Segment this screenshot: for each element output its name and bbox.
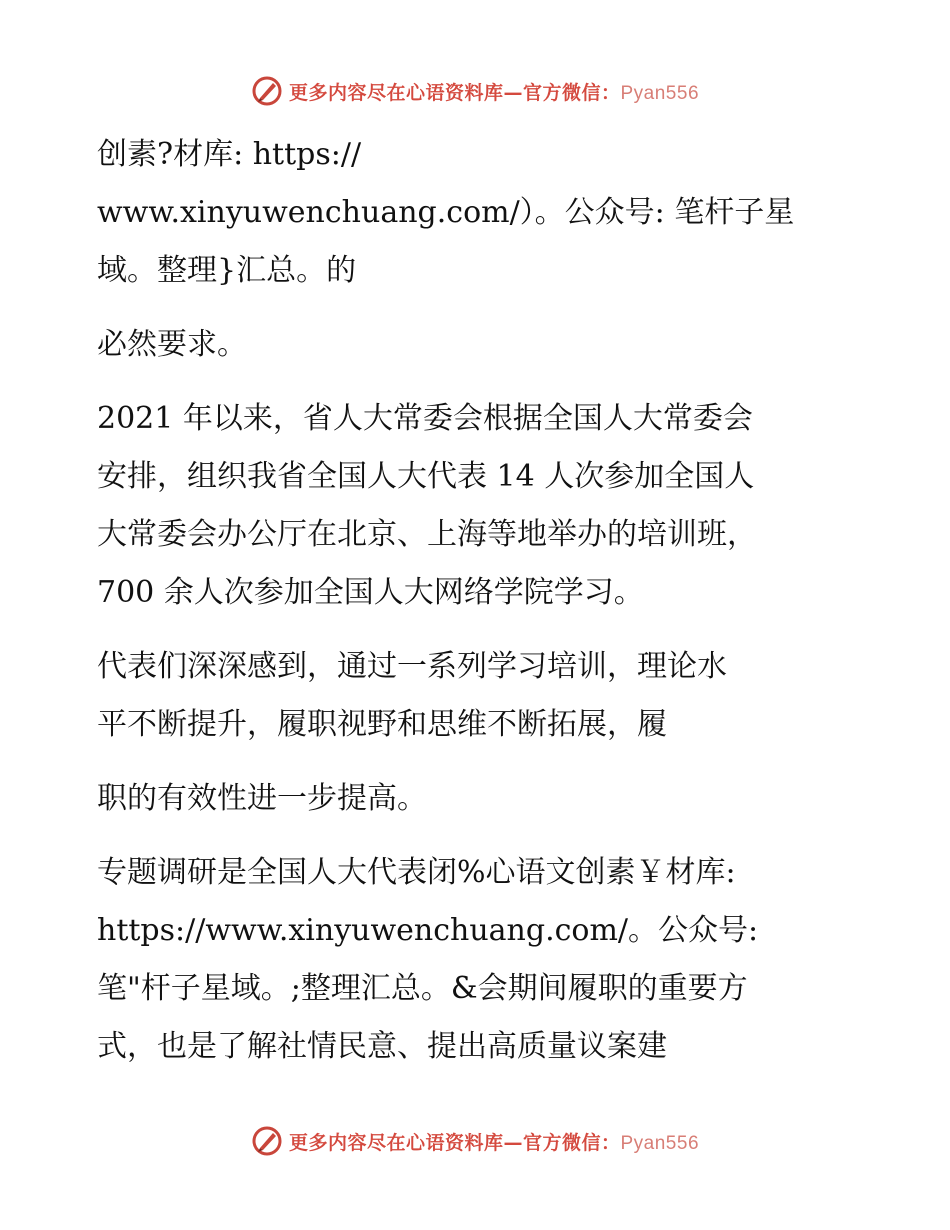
text-line: 域。整理}汇总。的	[97, 253, 357, 288]
document-body	[97, 126, 877, 1076]
paragraph	[97, 316, 877, 374]
watermark-text: 更多内容尽在心语资料库—官方微信：Pyan556	[288, 81, 700, 104]
paragraph	[97, 126, 877, 300]
watermark-text: 更多内容尽在心语资料库—官方微信：Pyan556	[288, 1131, 700, 1154]
text-line: 创素?材库: https://	[97, 137, 362, 172]
text-line: 职的有效性进一步提高。	[97, 781, 427, 816]
footer-watermark-banner	[0, 1121, 950, 1161]
text-line: 大常委会办公厅在北京、上海等地举办的培训班，	[97, 517, 757, 552]
paragraph	[97, 770, 877, 828]
paragraph	[97, 638, 877, 754]
text-line: 安排，组织我省全国人大代表 14 人次参加全国人	[97, 459, 755, 494]
paragraph	[97, 844, 877, 1076]
pen-logo-icon	[251, 75, 283, 107]
text-line: https://www.xinyuwenchuang.com/。公众号:	[97, 913, 759, 948]
text-line: 笔"杆子星域。;整理汇总。&会期间履职的重要方	[97, 971, 748, 1006]
text-line: 必然要求。	[97, 327, 247, 362]
header-watermark-banner	[0, 71, 950, 111]
text-line: 2021 年以来，省人大常委会根据全国人大常委会	[97, 401, 753, 436]
text-line: www.xinyuwenchuang.com/）。公众号: 笔杆子星	[97, 195, 795, 230]
pen-logo-icon	[251, 1125, 283, 1157]
paragraph	[97, 390, 877, 622]
text-line: 平不断提升，履职视野和思维不断拓展，履	[97, 707, 667, 742]
text-line: 700 余人次参加全国人大网络学院学习。	[97, 575, 644, 610]
text-line: 代表们深深感到，通过一系列学习培训，理论水	[97, 649, 727, 684]
text-line: 专题调研是全国人大代表闭%心语文创素￥材库:	[97, 855, 736, 890]
text-line: 式，也是了解社情民意、提出高质量议案建	[97, 1029, 667, 1064]
